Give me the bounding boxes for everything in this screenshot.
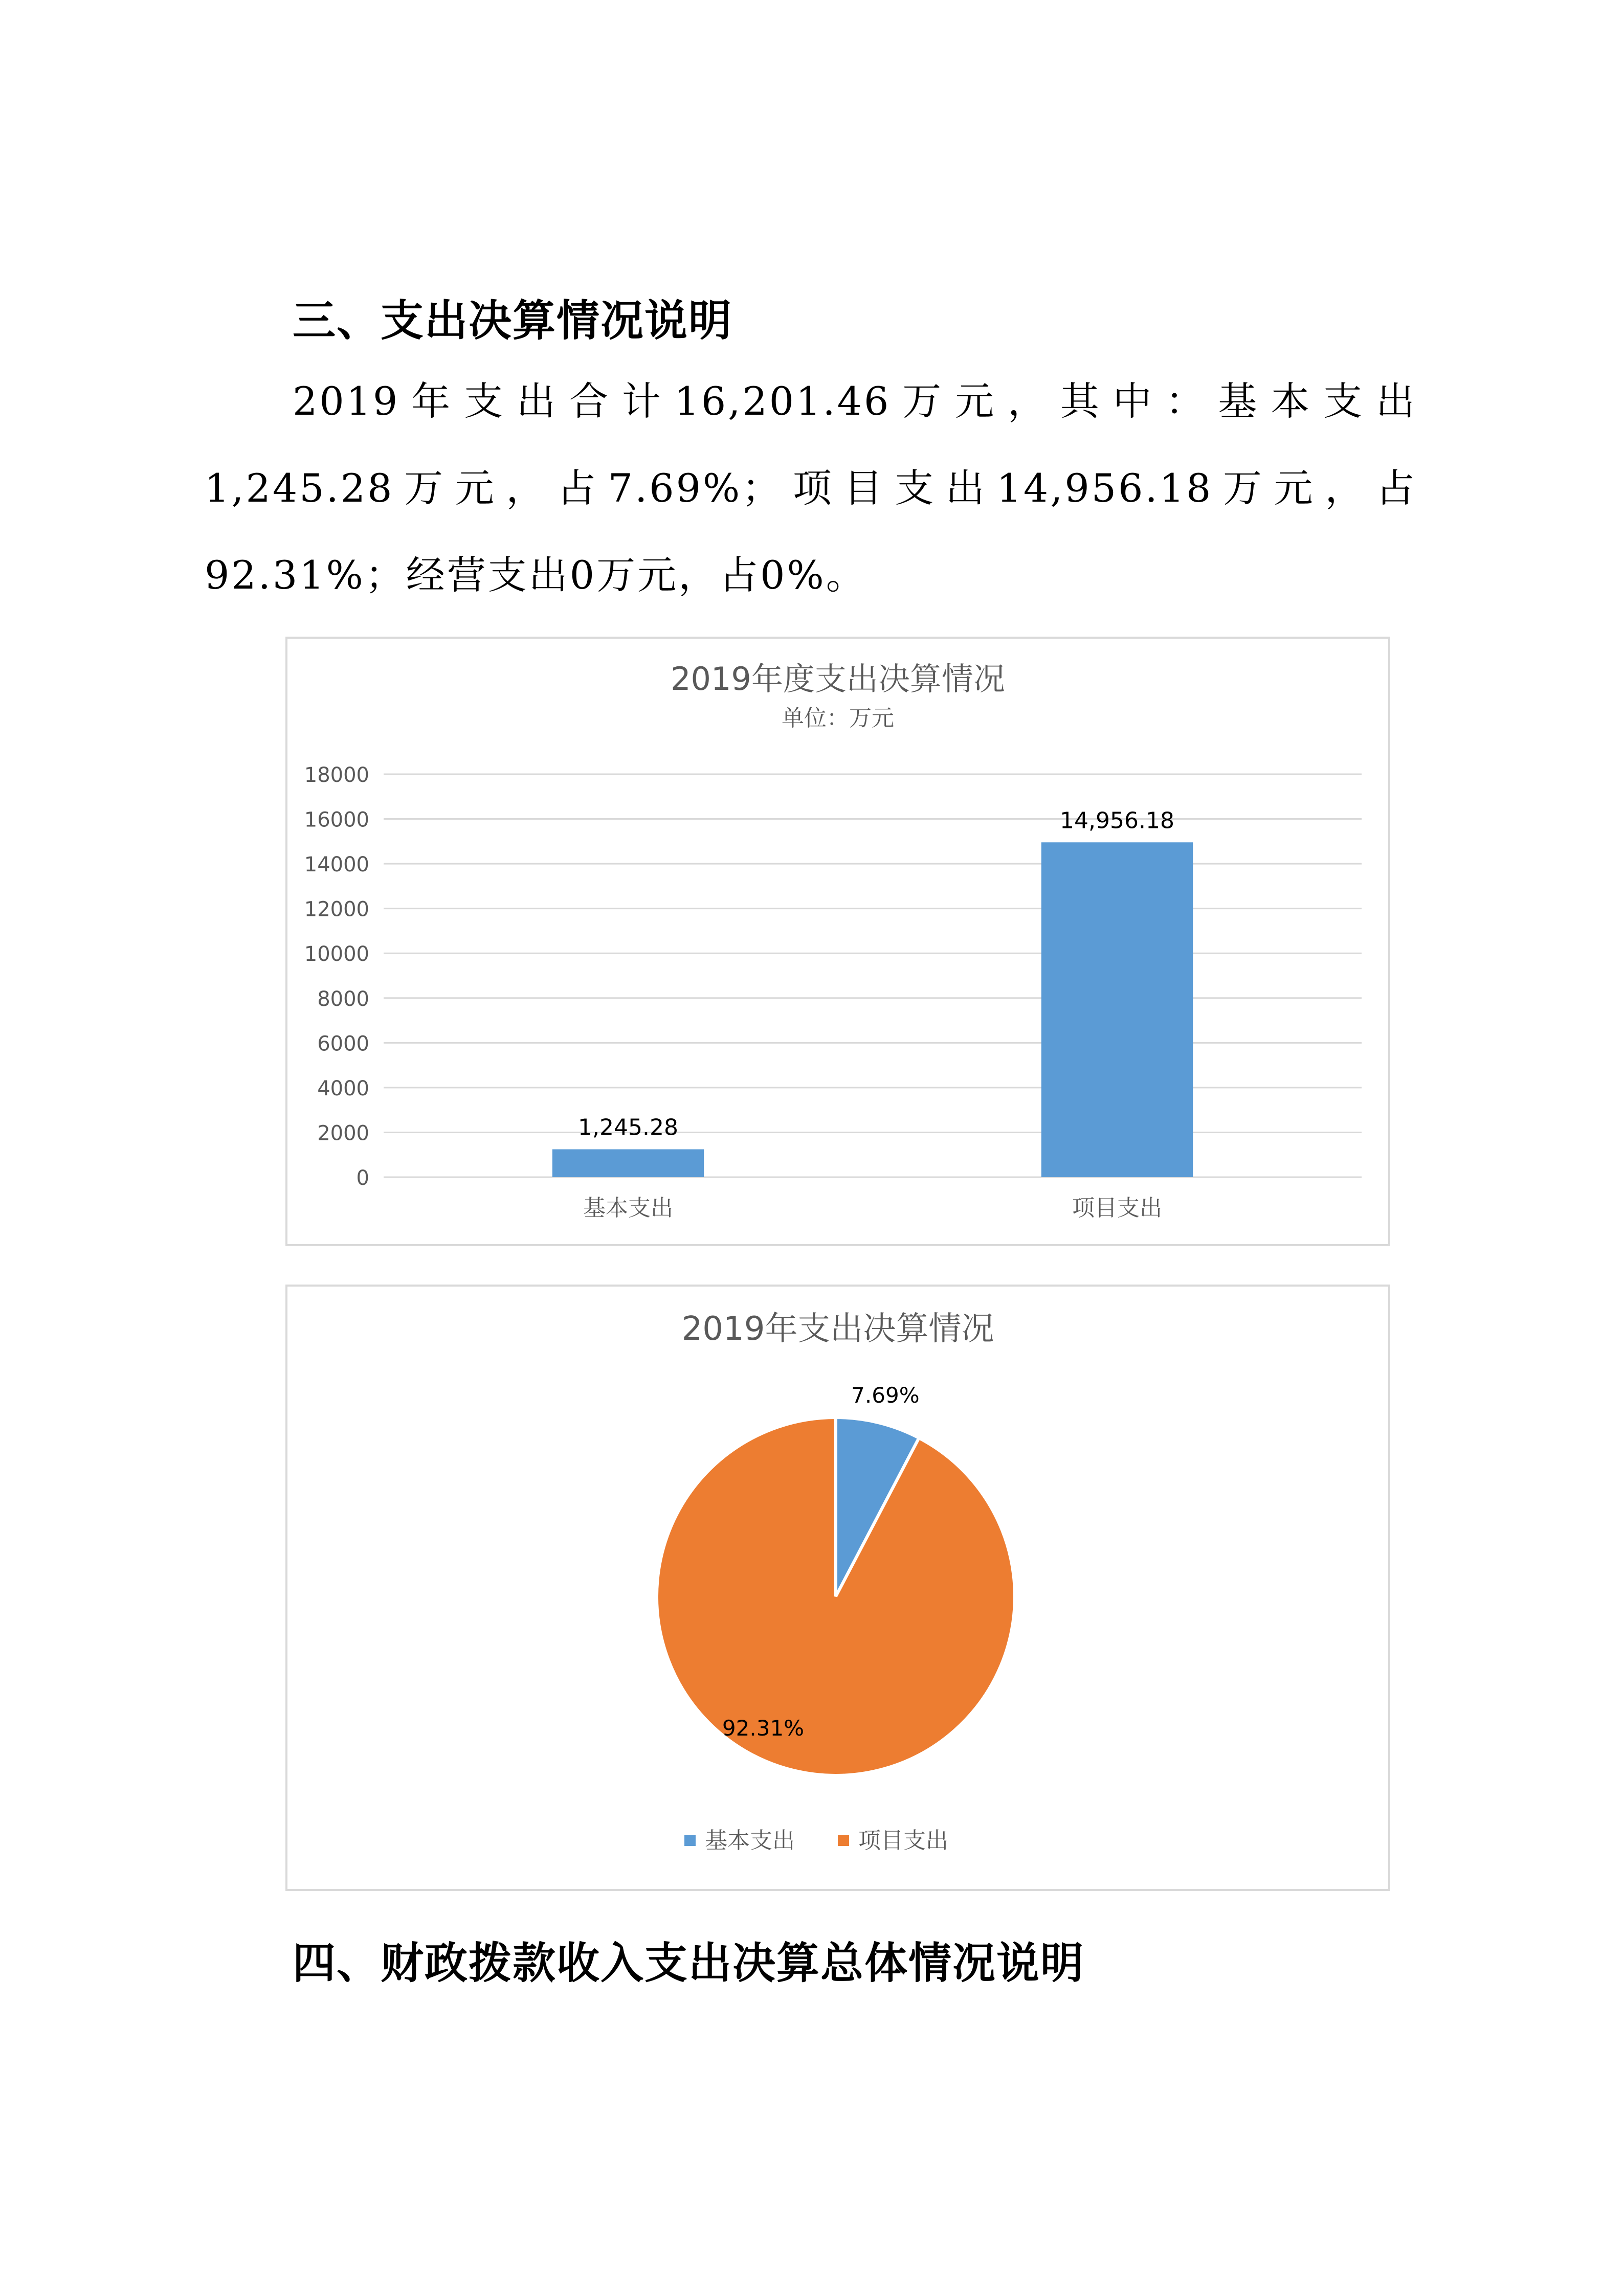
- pie-chart: [287, 1287, 1388, 1889]
- data-label: 1,245.28: [578, 1114, 678, 1141]
- chart-subtitle: 单位：万元: [782, 705, 894, 731]
- y-tick-label: 14000: [304, 853, 369, 877]
- bar: [552, 1149, 704, 1177]
- chart-title: 2019年度支出决算情况: [671, 660, 1005, 697]
- pie-slice: [657, 1417, 1015, 1775]
- bar: [1041, 842, 1193, 1177]
- bar-chart-container: [285, 637, 1390, 1246]
- legend-swatch: [838, 1835, 849, 1846]
- x-tick-label: 项目支出: [1072, 1195, 1162, 1221]
- section-heading-3: 三、支出决算情况说明: [293, 296, 733, 346]
- y-tick-label: 12000: [304, 897, 369, 921]
- chart-title: 2019年支出决算情况: [681, 1310, 994, 1348]
- y-tick-label: 8000: [317, 987, 369, 1011]
- y-tick-label: 2000: [317, 1121, 369, 1145]
- data-label: 14,956.18: [1060, 807, 1174, 834]
- section-heading-4: 四、财政拨款收入支出决算总体情况说明: [293, 1938, 1085, 1988]
- pie-chart-container: [285, 1285, 1390, 1891]
- legend-swatch: [684, 1835, 696, 1846]
- pie-data-label: 92.31%: [722, 1716, 805, 1741]
- legend-label: 基本支出: [705, 1828, 795, 1854]
- legend-label: 项目支出: [858, 1828, 948, 1854]
- y-tick-label: 10000: [304, 942, 369, 966]
- y-tick-label: 6000: [317, 1032, 369, 1056]
- y-tick-label: 18000: [304, 763, 369, 787]
- x-tick-label: 基本支出: [583, 1195, 673, 1221]
- bar-chart: [287, 639, 1388, 1244]
- y-tick-label: 4000: [317, 1076, 369, 1100]
- pie-data-label: 7.69%: [851, 1382, 920, 1408]
- y-tick-label: 16000: [304, 808, 369, 832]
- y-tick-label: 0: [356, 1166, 369, 1190]
- expenditure-paragraph: 2019年支出合计16,201.46万元，其中：基本支出1,245.28万元，占7.69%；项目支出14,956.18万元，占92.31%；经营支出0万元，占0%。: [205, 378, 1417, 598]
